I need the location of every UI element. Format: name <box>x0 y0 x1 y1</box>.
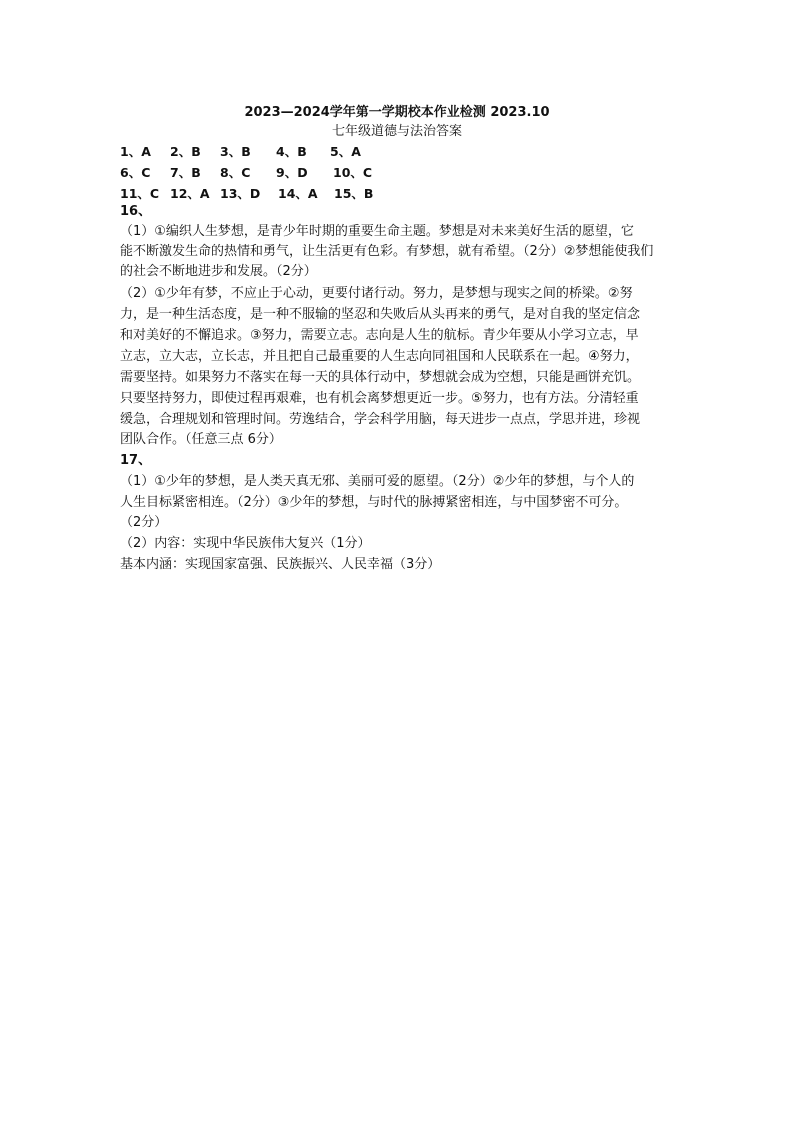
answer-text-line: 缓急，合理规划和管理时间。劳逸结合，学会科学用脑，每天进步一点点，学思并进，珍视 <box>120 412 641 427</box>
choice-answer: 3、B <box>220 144 251 159</box>
answer-text-line: （2）内容：实现中华民族伟大复兴（1分） <box>120 536 371 551</box>
answer-text-line: 团队合作。（任意三点 6分） <box>120 432 282 447</box>
answer-text-line: 能不断激发生命的热情和勇气，让生活更有色彩。有梦想，就有希望。（2分）②梦想能使我们 <box>120 244 654 259</box>
choice-answer: 1、A <box>120 144 151 159</box>
choice-answer: 6、C <box>120 165 151 180</box>
document-title: 2023—2024学年第一学期校本作业检测 2023.10 <box>244 105 550 120</box>
choice-answer: 14、A <box>278 186 318 201</box>
answer-text-line: 立志，立大志，立长志，并且把自己最重要的人生志向同祖国和人民联系在一起。④努力， <box>120 349 639 364</box>
choice-answer: 4、B <box>276 144 307 159</box>
choice-answer: 10、C <box>333 165 373 180</box>
choice-answer: 12、A <box>170 186 210 201</box>
choice-answer: 8、C <box>220 165 251 180</box>
answer-text-line: （1）①编织人生梦想，是青少年时期的重要生命主题。梦想是对未来美好生活的愿望，它 <box>120 224 634 239</box>
document-subtitle: 七年级道德与法治答案 <box>331 124 462 139</box>
answer-text-line: 人生目标紧密相连。（2分）③少年的梦想，与时代的脉搏紧密相连，与中国梦密不可分。 <box>120 495 628 510</box>
answer-text-line: （1）①少年的梦想，是人类天真无邪、美丽可爱的愿望。（2分）②少年的梦想，与个人的 <box>120 474 635 489</box>
choice-answer: 11、C <box>120 186 160 201</box>
choice-answer: 5、A <box>330 144 361 159</box>
choice-answer: 2、B <box>170 144 201 159</box>
answer-text-line: 和对美好的不懈追求。③努力，需要立志。志向是人生的航标。青少年要从小学习立志，早 <box>120 328 639 343</box>
answer-text-line: 力，是一种生活态度，是一种不服输的坚忍和失败后从头再来的勇气，是对自我的坚定信念 <box>120 307 641 322</box>
answer-text-line: 只要坚持努力，即使过程再艰难，也有机会离梦想更近一步。⑤努力，也有方法。分清轻重 <box>120 391 639 406</box>
question-16-number: 16、 <box>120 204 152 219</box>
question-17-number: 17、 <box>120 453 152 468</box>
answer-text-line: 基本内涵：实现国家富强、民族振兴、人民幸福（3分） <box>120 557 441 572</box>
choice-answer: 13、D <box>220 186 261 201</box>
answer-text-line: （2）①少年有梦，不应止于心动，更要付诸行动。努力，是梦想与现实之间的桥梁。②努 <box>120 286 633 301</box>
answer-text-line: （2分） <box>120 515 168 530</box>
answer-text-line: 的社会不断地进步和发展。（2分） <box>120 264 317 279</box>
answer-text-line: 需要坚持。如果努力不落实在每一天的具体行动中，梦想就会成为空想，只能是画饼充饥。 <box>120 370 641 385</box>
choice-answer: 7、B <box>170 165 201 180</box>
choice-answer: 9、D <box>276 165 308 180</box>
choice-answer: 15、B <box>334 186 374 201</box>
